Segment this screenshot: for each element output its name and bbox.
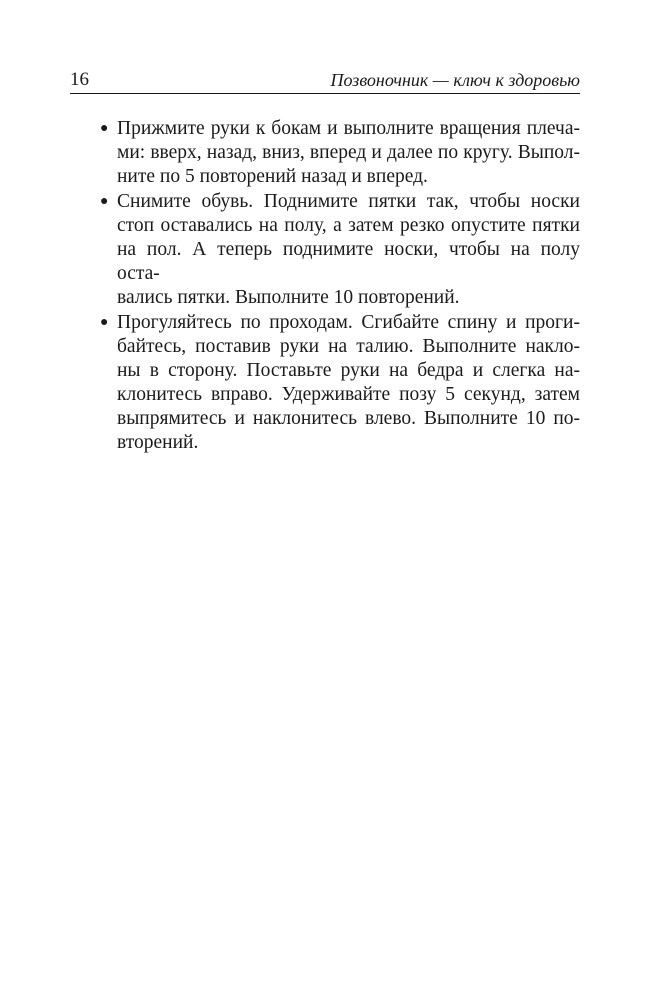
text-line: Прогуляйтесь по проходам. Сгибайте спину и проги- bbox=[117, 312, 580, 333]
exercise-list bbox=[70, 117, 580, 455]
list-item bbox=[70, 117, 580, 189]
list-item bbox=[70, 311, 580, 455]
text-line: ми: вверх, назад, вниз, вперед и далее по кругу. Выпол- bbox=[117, 142, 580, 163]
text-line: клонитесь вправо. Удерживайте позу 5 секунд, затем bbox=[117, 384, 580, 405]
text-line: выпрямитесь и наклонитесь влево. Выполните 10 по- bbox=[117, 408, 580, 429]
bullet-icon: ● bbox=[100, 315, 109, 330]
text-line: байтесь, поставив руки на талию. Выполните накло- bbox=[117, 336, 580, 357]
running-title: Позвоночник — ключ к здоровью bbox=[330, 70, 580, 90]
text-line: вторений. bbox=[117, 432, 199, 453]
text-line: вались пятки. Выполните 10 повторений. bbox=[117, 287, 460, 308]
text-line: стоп оставались на полу, а затем резко опустите пятки bbox=[117, 215, 580, 236]
body-text bbox=[70, 117, 580, 456]
page-header bbox=[70, 62, 580, 94]
text-line: Снимите обувь. Поднимите пятки так, чтобы носки bbox=[117, 191, 580, 212]
text-line: Прижмите руки к бокам и выполните вращения плеча- bbox=[117, 118, 580, 139]
bullet-icon: ● bbox=[100, 121, 109, 136]
text-line: ните по 5 повторений назад и вперед. bbox=[117, 166, 428, 187]
text-line: на пол. А теперь поднимите носки, чтобы на полу оста- bbox=[117, 239, 580, 284]
page-number: 16 bbox=[70, 69, 89, 90]
bullet-icon: ● bbox=[100, 194, 109, 209]
text-line: ны в сторону. Поставьте руки на бедра и слегка на- bbox=[117, 360, 580, 381]
header-rule bbox=[70, 93, 580, 94]
list-item bbox=[70, 190, 580, 310]
